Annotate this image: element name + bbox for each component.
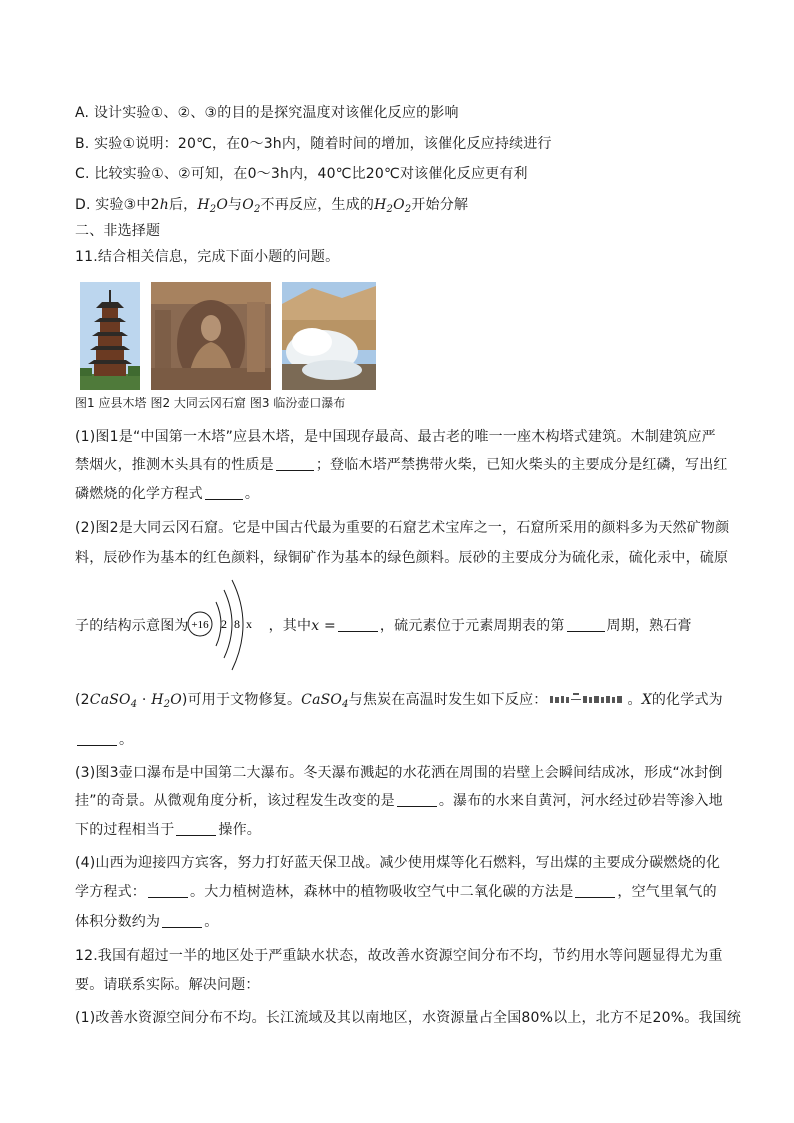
- q11-part2-line2: 料，辰砂作为基本的红色颜料，绿铜矿作为基本的绿色颜料。辰砂的主要成分为硫化汞，硫化汞中，硫原: [75, 550, 729, 566]
- option-a: A. 设计实验①、②、③的目的是探究温度对该催化反应的影响: [75, 105, 459, 121]
- reaction-equation-image: [549, 691, 625, 707]
- answer-blank[interactable]: [575, 883, 615, 898]
- option-d: D. 实验③中2h后，$H_2O$与$O_2$不再反应，生成的$H_2O_2$开始分解: [75, 197, 469, 215]
- answer-blank[interactable]: [176, 821, 216, 836]
- answer-blank[interactable]: [77, 731, 117, 746]
- q12-line3: (1)改善水资源空间分布不均。长江流域及其以南地区，水资源量占全国80%以上，北方不足20%。我国统: [75, 1010, 742, 1026]
- answer-blank[interactable]: [205, 485, 243, 500]
- q11-part2-line4: (2CaSO$_4$ · $H_2O$)可用于文物修复。CaSO$_4$与焦炭在高温时发生如下反应： 。X的化学式为: [75, 692, 723, 710]
- caption-figure1: 图1 应县木塔: [75, 396, 147, 410]
- caption-figure3: 图3 临汾壶口瀑布: [249, 396, 346, 410]
- q11-part2-line5: 。: [75, 730, 133, 750]
- atom-shell-1: 2: [221, 617, 227, 631]
- figure1-wooden-pagoda: [80, 282, 140, 390]
- q11-part1-line1: (1)图1是“中国第一木塔”应县木塔，是中国现存最高、最古老的唯一一座木构塔式建筑。木制建筑应严: [75, 429, 716, 445]
- q12-line2: 要。请联系实际。解决问题：: [75, 977, 260, 993]
- q11-part2-line3: 子的结构示意图为 ，其中x = ，硫元素位于元素周期表的第 周期，熟石膏: [75, 618, 692, 634]
- q11-part1-line2: 禁烟火，推测木头具有的性质是 ；登临木塔严禁携带火柴，已知火柴头的主要成分是红磷，写出红: [75, 457, 728, 473]
- answer-blank[interactable]: [567, 617, 605, 632]
- figure-captions: [75, 396, 349, 410]
- figure2-yungang-grottoes: [151, 282, 271, 390]
- answer-blank[interactable]: [162, 913, 202, 928]
- q11-stem: 11.结合相关信息，完成下面小题的问题。: [75, 249, 340, 265]
- atom-shell-2: 8: [234, 617, 240, 631]
- q11-part4-line2: 学方程式： 。大力植树造林，森林中的植物吸收空气中二氧化碳的方法是 ，空气里氧气的: [75, 884, 717, 900]
- section-heading: 二、非选择题: [75, 223, 161, 239]
- q11-part4-line1: (4)山西为迎接四方宾客，努力打好蓝天保卫战。减少使用煤等化石燃料，写出煤的主要成分碳燃烧的化: [75, 855, 721, 871]
- answer-blank[interactable]: [276, 456, 314, 471]
- q12-line1: 12.我国有超过一半的地区处于严重缺水状态，故改善水资源空间分布不均，节约用水等问题显得尤为重: [75, 948, 723, 964]
- q11-part2-line1: (2)图2是大同云冈石窟。它是中国古代最为重要的石窟艺术宝库之一，石窟所采用的颜料多为天然矿物颜: [75, 520, 730, 536]
- q11-part4-line3: 体积分数约为 。: [75, 914, 219, 930]
- q11-part1-line3: 磷燃烧的化学方程式 。: [75, 486, 260, 502]
- figure3-hukou-waterfall: [282, 282, 376, 390]
- option-c: C. 比较实验①、②可知，在0～3h内，40℃比20℃对该催化反应更有利: [75, 166, 528, 182]
- option-b: B. 实验①说明：20℃，在0～3h内，随着时间的增加，该催化反应持续进行: [75, 136, 552, 152]
- answer-blank[interactable]: [397, 792, 437, 807]
- q11-part3-line3: 下的过程相当于 操作。: [75, 822, 262, 838]
- caption-figure2: 图2 大同云冈石窟: [150, 396, 246, 410]
- q11-part3-line2: 挂”的奇景。从微观角度分析，该过程发生改变的是 。瀑布的水来自黄河，河水经过砂岩等渗入地: [75, 793, 723, 809]
- q11-part3-line1: (3)图3壶口瀑布是中国第二大瀑布。冬天瀑布溅起的水花洒在周围的岩壁上会瞬间结成冰，形成“冰封倒: [75, 765, 723, 781]
- atom-nucleus-charge: +16: [191, 619, 209, 631]
- answer-blank[interactable]: [148, 883, 188, 898]
- atom-shell-3: x: [246, 617, 252, 631]
- answer-blank[interactable]: [338, 617, 378, 632]
